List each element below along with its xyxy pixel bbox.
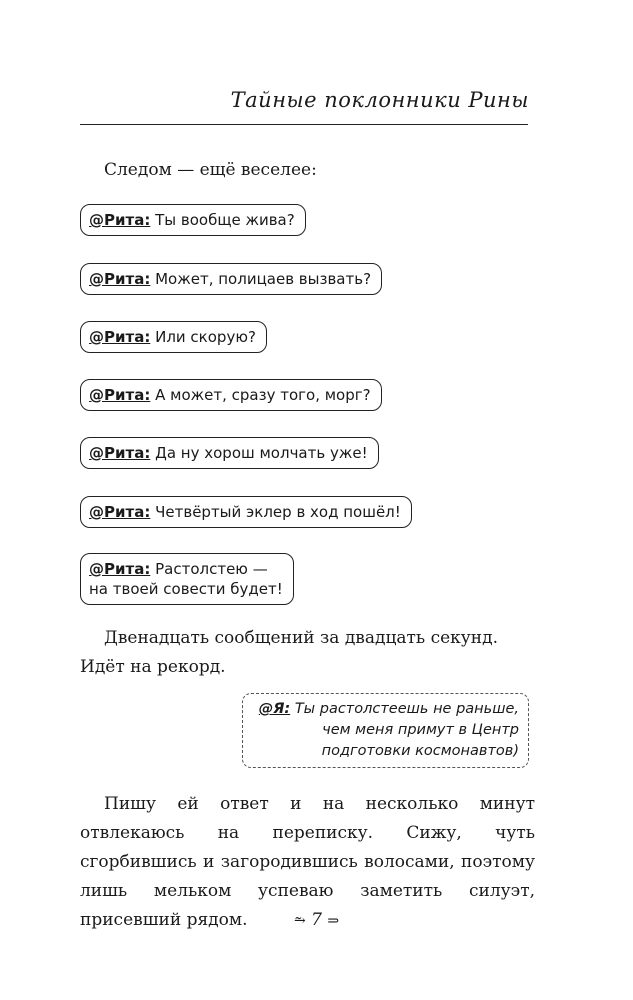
message-sender: @Рита: [89, 328, 151, 346]
message-sender: @Рита: [89, 503, 151, 521]
reply-sender: @Я: [258, 701, 291, 717]
chat-message [80, 496, 412, 528]
chat-message [80, 321, 267, 353]
running-title: Тайные поклонники Рины [230, 88, 529, 112]
message-sender: @Рита: [89, 444, 151, 462]
chat-message [80, 204, 306, 236]
ornament-right-icon: ⥰ [327, 912, 340, 929]
chat-message [80, 553, 294, 605]
message-text-continued: на твоей совести будет! [89, 580, 283, 598]
message-sender: @Рита: [89, 270, 151, 288]
page-footer [0, 910, 633, 930]
message-text: Может, полицаев вызвать? [155, 270, 372, 288]
paragraph-record: Двенадцать сообщений за двадцать секунд. Идёт на рекорд. [80, 628, 498, 677]
message-sender: @Рита: [89, 560, 151, 578]
page-number: 7 [311, 910, 322, 930]
paragraph-narration: Пишу ей ответ и на несколько минут отвлекаюсь на переписку. Сижу, чуть сгорбившись и загородившись волосами, поэтому лишь мельком успеваю заметить силуэт, присевший рядом. [80, 794, 535, 930]
chat-message [80, 263, 382, 295]
header-rule [80, 124, 528, 125]
reply-text: Ты растолстеешь не раньше, чем меня примут в Центр подготовки космонавтов) [294, 701, 519, 759]
message-sender: @Рита: [89, 386, 151, 404]
message-text: А может, сразу того, морг? [155, 386, 371, 404]
message-text: Да ну хорош молчать уже! [155, 444, 368, 462]
message-text: Растолстею — [155, 560, 268, 578]
chat-message [80, 437, 379, 469]
message-text: Ты вообще жива? [155, 211, 295, 229]
message-text: Или скорую? [155, 328, 256, 346]
message-sender: @Рита: [89, 211, 151, 229]
ornament-left-icon: ⥲ [293, 912, 306, 929]
reply-message [242, 693, 529, 768]
message-text: Четвёртый эклер в ход пошёл! [155, 503, 401, 521]
paragraph-intro: Следом — ещё веселее: [104, 160, 317, 180]
chat-message [80, 379, 382, 411]
